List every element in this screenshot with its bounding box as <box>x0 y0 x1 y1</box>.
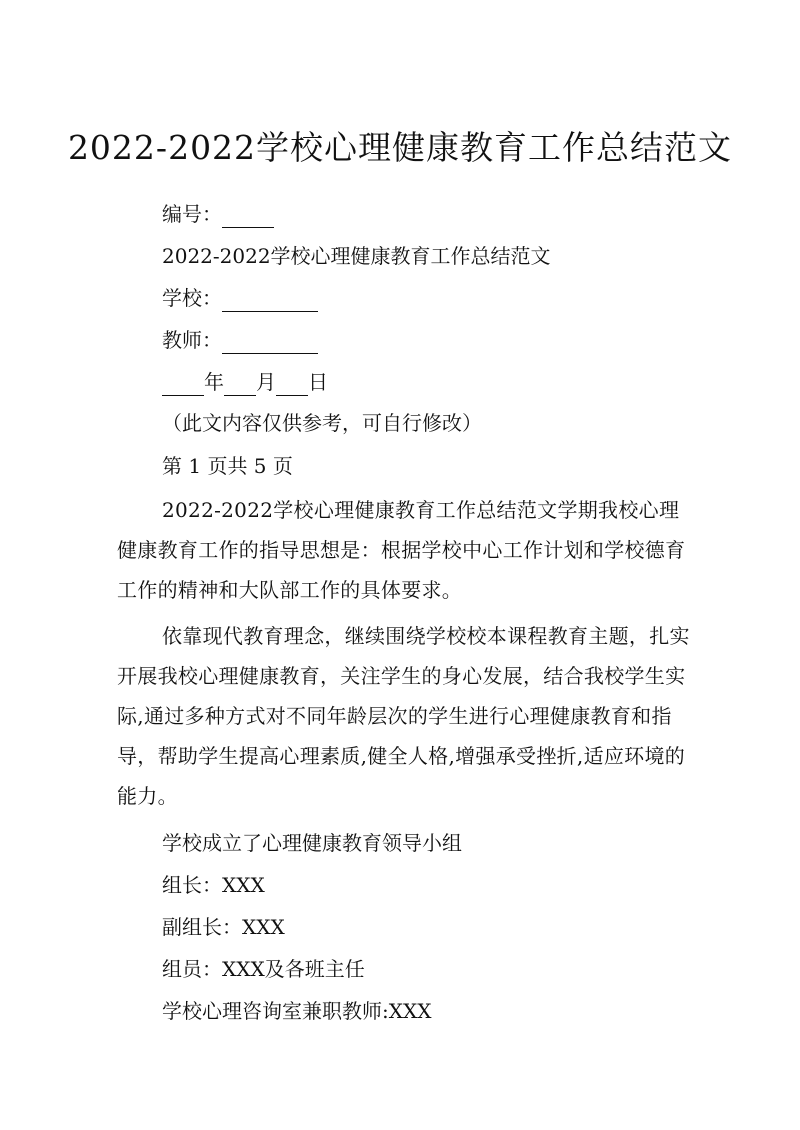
deputy-line: 副组长：XXX <box>162 915 285 939</box>
month-label: 月 <box>256 370 276 394</box>
year-blank <box>162 373 204 396</box>
number-label: 编号： <box>162 202 222 226</box>
month-blank <box>224 373 256 396</box>
leader-line: 组长：XXX <box>162 873 265 897</box>
date-field <box>162 368 328 396</box>
document-title: 2022-2022学校心理健康教育工作总结范文 <box>67 128 733 167</box>
counselor-line: 学校心理咨询室兼职教师:XXX <box>162 999 432 1023</box>
day-blank <box>276 373 308 396</box>
year-label: 年 <box>204 370 224 394</box>
number-field <box>162 200 274 228</box>
paragraph-1: 2022-2022学校心理健康教育工作总结范文学期我校心理健康教育工作的指导思想是：根据学校中心工作计划和学校德育工作的精神和大队部工作的具体要求。 <box>117 498 686 602</box>
school-field <box>162 284 318 312</box>
school-blank <box>222 289 318 312</box>
teacher-blank <box>222 331 318 354</box>
paragraph-2: 依靠现代教育理念，继续围绕学校校本课程教育主题，扎实开展我校心理健康教育，关注学生的身心发展，结合我校学生实际,通过多种方式对不同年龄层次的学生进行心理健康教育和指导，帮助学生提高心理素质,健全人格,增强承受挫折,适应环境的能力。 <box>117 624 690 808</box>
subtitle: 2022-2022学校心理健康教育工作总结范文 <box>162 244 551 268</box>
school-label: 学校： <box>162 286 222 310</box>
day-label: 日 <box>308 370 328 394</box>
teacher-label: 教师： <box>162 328 222 352</box>
group-intro: 学校成立了心理健康教育领导小组 <box>162 831 462 855</box>
note: （此文内容仅供参考，可自行修改） <box>162 411 482 435</box>
number-blank <box>222 205 274 228</box>
members-line: 组员：XXX及各班主任 <box>162 957 365 981</box>
page-info: 第 1 页共 5 页 <box>162 454 293 478</box>
teacher-field <box>162 326 318 354</box>
